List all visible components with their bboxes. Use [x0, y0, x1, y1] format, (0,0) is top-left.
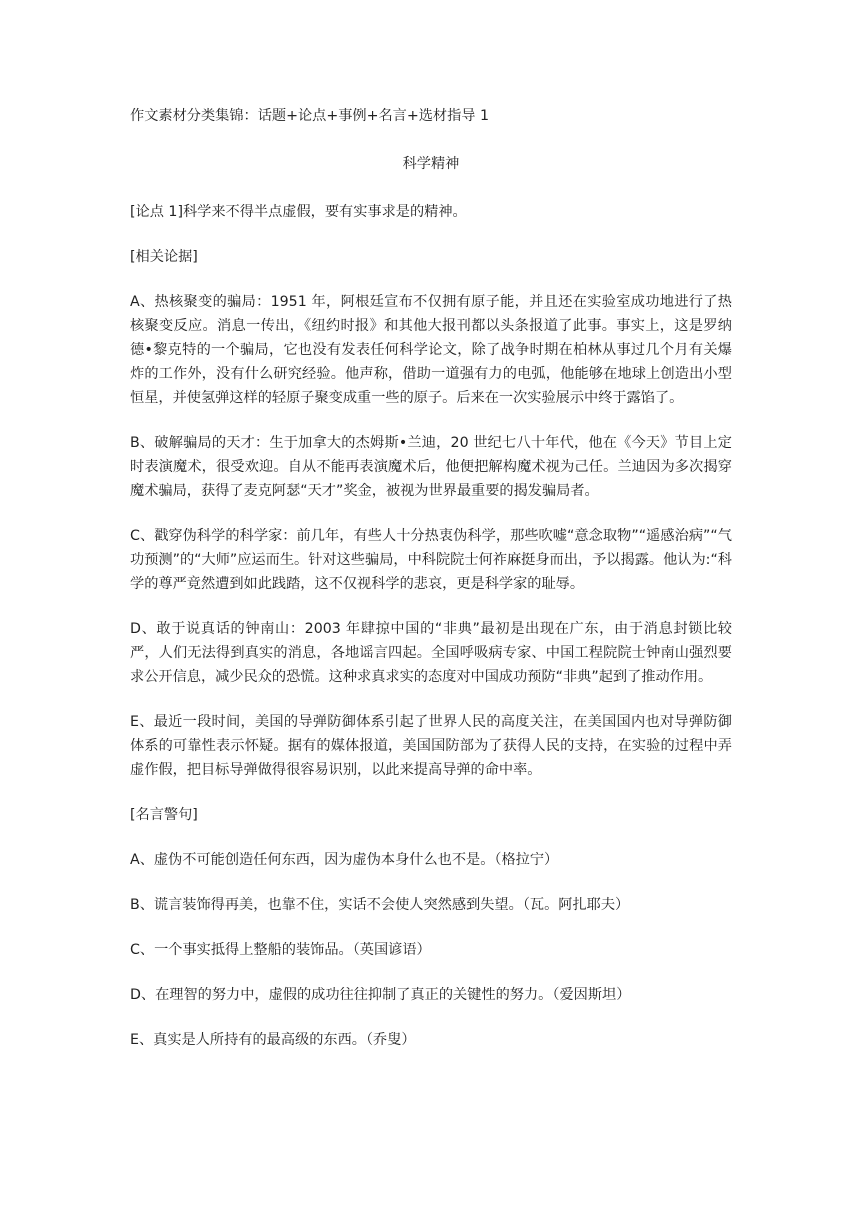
- evidence-heading: [相关论据]: [130, 249, 198, 265]
- evidence-item-d: D、敢于说真话的钟南山：2003 年肆掠中国的“非典”最初是出现在广东，由于消息封锁比较严，人们无法得到真实的消息，各地谣言四起。全国呼吸病专家、中国工程院院士钟南山强烈要求公开信息，减少民众的恐慌。这种求真求实的态度对中国成功预防“非典”起到了推动作用。: [130, 621, 732, 685]
- quote-item-a: A、虚伪不可能创造任何东西，因为虚伪本身什么也不是。（格拉宁）: [130, 852, 559, 868]
- evidence-item-a: A、热核聚变的骗局：1951 年，阿根廷宣布不仅拥有原子能，并且还在实验室成功地进行了热核聚变反应。消息一传出，《纽约时报》和其他大报刊都以头条报道了此事。事实上，这是罗纳德•黎克特的一个骗局，它也没有发表任何科学论文，除了战争时期在柏林从事过几个月有关爆炸的工作外，没有什么研究经验。他声称，借助一道强有力的电弧，他能够在地球上创造出小型恒星，并使氢弹这样的轻原子聚变成重一些的原子。后来在一次实验展示中终于露馅了。: [130, 294, 732, 406]
- document-title: 作文素材分类集锦：话题+论点+事例+名言+选材指导 1: [130, 108, 490, 124]
- quote-item-c: C、一个事实抵得上整船的装饰品。（英国谚语）: [130, 942, 431, 958]
- quote-item-b: B、谎言装饰得再美，也靠不住，实话不会使人突然感到失望。（瓦。阿扎耶夫）: [130, 897, 630, 913]
- evidence-item-b: B、破解骗局的天才：生于加拿大的杰姆斯•兰迪，20 世纪七八十年代，他在《今天》节目上定时表演魔术，很受欢迎。自从不能再表演魔术后，他便把解构魔术视为己任。兰迪因为多次揭穿魔术骗局，获得了麦克阿瑟“天才”奖金，被视为世界最重要的揭发骗局者。: [130, 435, 732, 499]
- quote-item-e: E、真实是人所持有的最高级的东西。（乔叟）: [130, 1032, 416, 1048]
- quote-item-d: D、在理智的努力中，虚假的成功往往抑制了真正的关键性的努力。（爱因斯坦）: [130, 987, 631, 1003]
- evidence-item-c: C、戳穿伪科学的科学家：前几年，有些人十分热衷伪科学，那些吹嘘“意念取物”“遥感治病”“气功预测”的“大师”应运而生。针对这些骗局，中科院院士何祚麻挺身而出，予以揭露。他认为:“科学的尊严竟然遭到如此践踏，这不仅视科学的悲哀，更是科学家的耻辱。: [130, 528, 732, 592]
- quotes-heading: [名言警句]: [130, 807, 198, 823]
- evidence-item-e: E、最近一段时间，美国的导弹防御体系引起了世界人民的高度关注，在美国国内也对导弹防御体系的可靠性表示怀疑。据有的媒体报道，美国国防部为了获得人民的支持，在实验的过程中弄虚作假，把目标导弹做得很容易识别，以此来提高导弹的命中率。: [130, 714, 732, 778]
- argument-point-1: [论点 1]科学来不得半点虚假，要有实事求是的精神。: [130, 204, 467, 220]
- topic-heading: 科学精神: [402, 156, 460, 172]
- document-body: [130, 104, 732, 1073]
